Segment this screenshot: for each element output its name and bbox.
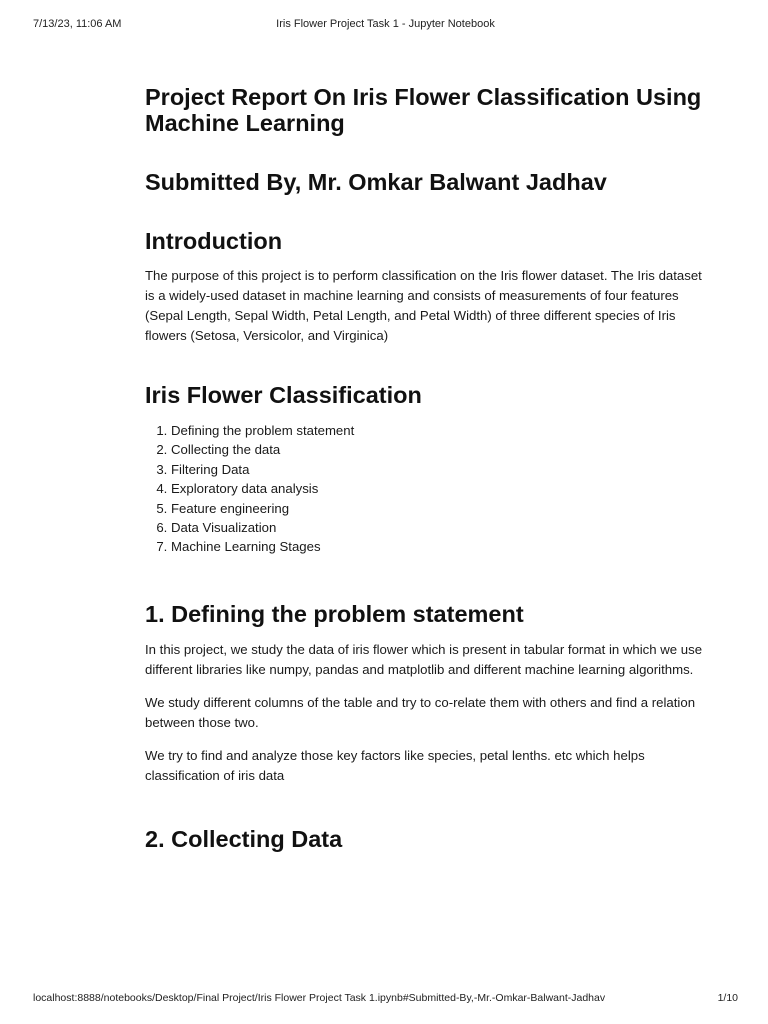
list-item: 7. Machine Learning Stages <box>171 537 705 556</box>
list-item: 6. Data Visualization <box>171 518 705 537</box>
print-footer <box>33 992 738 1008</box>
list-item: 3. Filtering Data <box>171 460 705 479</box>
problem-statement-paragraph: We study different columns of the table and try to co-relate them with others and find a relation between those two. <box>145 694 696 730</box>
list-item: 4. Exploratory data analysis <box>171 479 705 498</box>
collecting-data-heading: 2. Collecting Data <box>145 825 343 852</box>
submitted-by-heading: Submitted By, Mr. Omkar Balwant Jadhav <box>145 169 607 195</box>
page-number: 1/10 <box>717 992 738 1004</box>
print-url: localhost:8888/notebooks/Desktop/Final Project/Iris Flower Project Task 1.ipynb#Submitted-By,-Mr.-Omkar-Balwant-Jadhav <box>33 992 606 1004</box>
print-page-title: Iris Flower Project Task 1 - Jupyter Notebook <box>276 18 495 30</box>
problem-statement-paragraph: In this project, we study the data of iris flower which is present in tabular format in which we use different libraries like numpy, pandas and matplotlib and different machine learning algorithms. <box>145 641 703 677</box>
problem-statement-paragraph: We try to find and analyze those key factors like species, petal lenths. etc which helps classification of iris data <box>145 747 645 783</box>
introduction-text: The purpose of this project is to perform classification on the Iris flower dataset. The Iris dataset is a widely-used dataset in machine learning and consists of measurements of four features (Sepal Length, Sepal Width, Petal Length, and Petal Width) of three different species of Iris flowers (Setosa, Versicolor, and Virginica) <box>145 268 702 343</box>
report-title: Project Report On Iris Flower Classification Using Machine Learning <box>145 84 702 136</box>
classification-heading: Iris Flower Classification <box>145 382 422 408</box>
list-item: 2. Collecting the data <box>171 440 705 459</box>
print-date: 7/13/23, 11:06 AM <box>33 18 122 30</box>
problem-statement-heading: 1. Defining the problem statement <box>145 600 524 627</box>
introduction-heading: Introduction <box>145 228 283 254</box>
classification-steps-list <box>145 421 705 557</box>
print-header <box>33 18 738 34</box>
notebook-content <box>145 84 705 852</box>
list-item: 5. Feature engineering <box>171 499 705 518</box>
list-item: 1. Defining the problem statement <box>171 421 705 440</box>
